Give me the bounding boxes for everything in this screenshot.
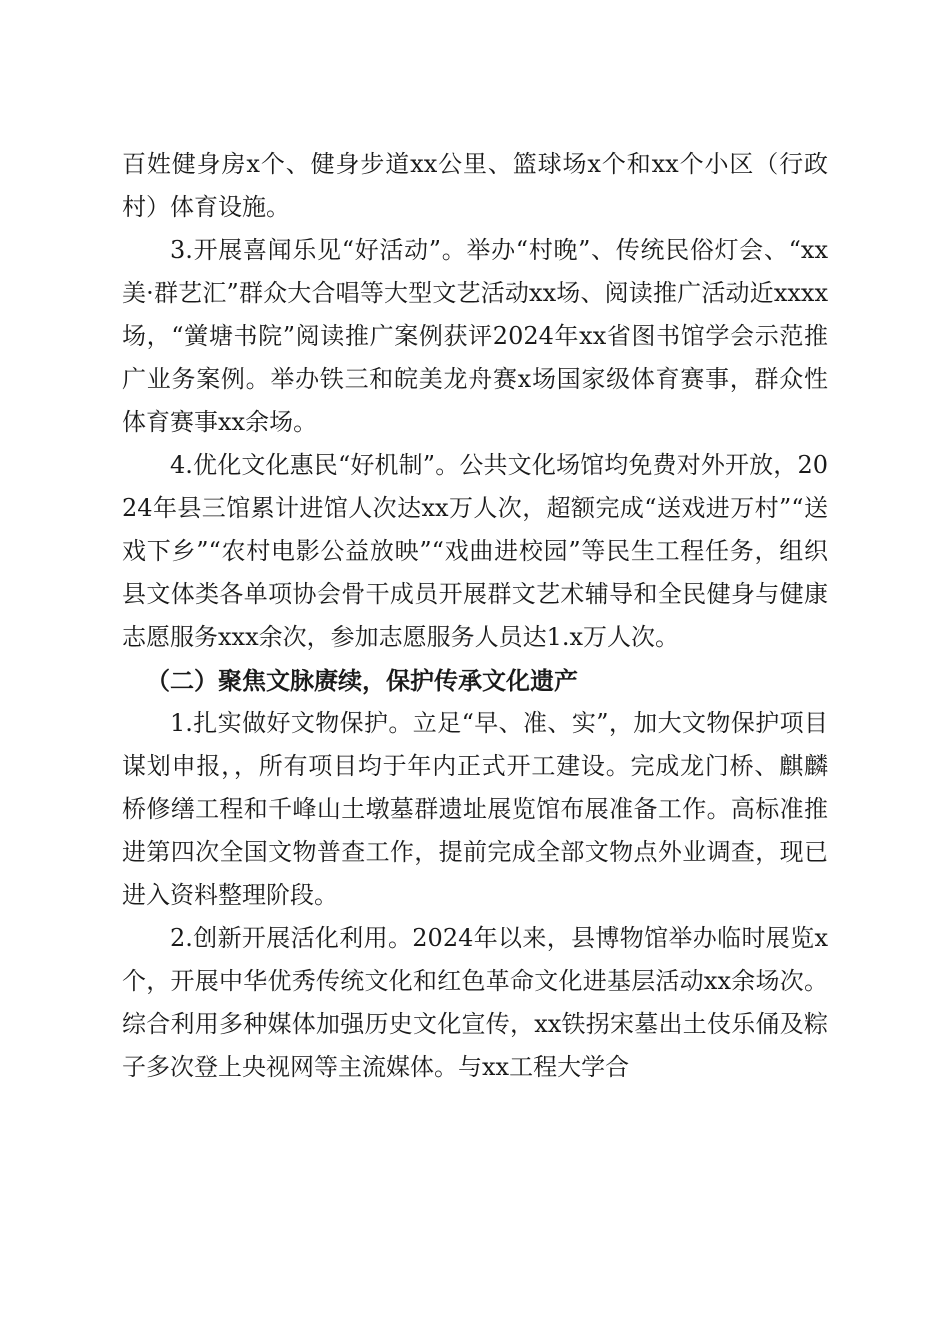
paragraph-relic-protection: 1.扎实做好文物保护。立足“早、准、实”，加大文物保护项目谋划申报，，所有项目均于年内正式开工建设。完成龙门桥、麒麟桥修缮工程和千峰山土墩墓群遗址展览馆布展准备工作。高标准推进第四次全国文物普查工作，提前完成全部文物点外业调查，现已进入资料整理阶段。 — [122, 709, 828, 909]
paragraph-activities: 3.开展喜闻乐见“好活动”。举办“村晚”、传统民俗灯会、“xx美·群艺汇”群众大合唱等大型文艺活动xx场、阅读推广活动近xxxx场，“黉塘书院”阅读推广案例获评2024年xx省图书馆学会示范推广业务案例。举办铁三和皖美龙舟赛x场国家级体育赛事，群众性体育赛事xx余场。 — [122, 236, 828, 436]
paragraph-mechanism: 4.优化文化惠民“好机制”。公共文化场馆均免费对外开放，2024年县三馆累计进馆人次达xx万人次，超额完成“送戏进万村”“送戏下乡”“农村电影公益放映”“戏曲进校园”等民生工程任务，组织县文体类各单项协会骨干成员开展群文艺术辅导和全民健身与健康志愿服务xxx余次，参加志愿服务人员达1.x万人次。 — [122, 451, 828, 651]
section-heading-heritage: （二）聚焦文脉赓续，保护传承文化遗产 — [146, 666, 578, 695]
paragraph-utilization: 2.创新开展活化利用。2024年以来，县博物馆举办临时展览x个，开展中华优秀传统文化和红色革命文化进基层活动xx余场次。综合利用多种媒体加强历史文化宣传，xx铁拐宋墓出土伎乐俑及粽子多次登上央视网等主流媒体。与xx工程大学合 — [122, 924, 828, 1081]
document-body — [122, 143, 828, 1089]
paragraph-facilities-end: 百姓健身房x个、健身步道xx公里、篮球场x个和xx个小区（行政村）体育设施。 — [122, 150, 828, 221]
